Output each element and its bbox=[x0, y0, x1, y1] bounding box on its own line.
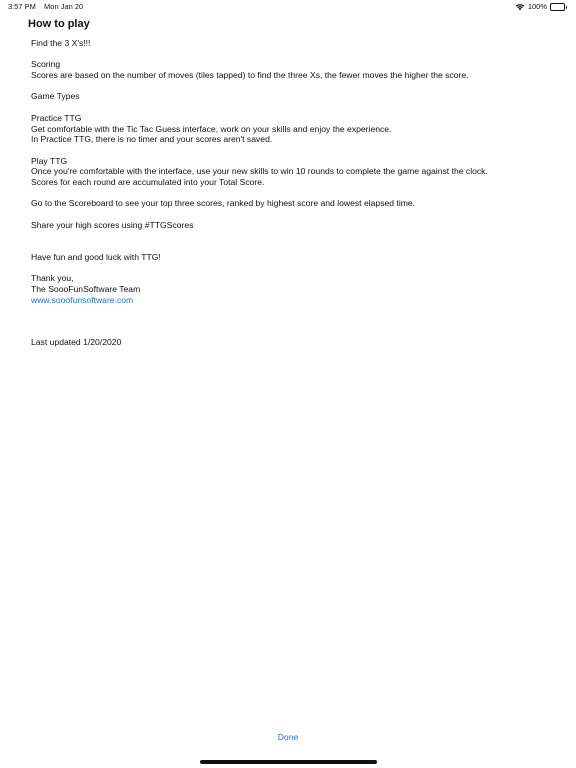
practice-line-2: In Practice TTG, there is no timer and your scores aren't saved. bbox=[31, 134, 273, 145]
status-date: Mon Jan 20 bbox=[44, 2, 84, 11]
team-name: The SoooFunSoftware Team bbox=[31, 284, 141, 295]
status-time: 3:57 PM bbox=[8, 2, 36, 11]
good-luck-text: Have fun and good luck with TTG! bbox=[31, 251, 161, 262]
play-line-2: Scores for each round are accumulated into your Total Score. bbox=[31, 177, 265, 188]
status-bar bbox=[0, 0, 576, 14]
scoreboard-text: Go to the Scoreboard to see your top three scores, ranked by highest score and lowest elapsed time. bbox=[31, 198, 416, 209]
intro-text: Find the 3 X's!!! bbox=[31, 38, 91, 48]
battery-icon bbox=[550, 3, 568, 11]
help-content bbox=[31, 38, 551, 359]
done-button[interactable]: Done bbox=[277, 732, 299, 742]
page-title: How to play bbox=[28, 18, 90, 30]
play-section bbox=[31, 156, 551, 188]
practice-line-1: Get comfortable with the Tic Tac Guess interface, work on your skills and enjoy the experience. bbox=[31, 123, 392, 134]
thanks-text: Thank you, bbox=[31, 273, 74, 284]
practice-section bbox=[31, 113, 551, 145]
last-updated-text: Last updated 1/20/2020 bbox=[31, 337, 122, 348]
scoring-heading: Scoring bbox=[31, 59, 61, 70]
practice-heading: Practice TTG bbox=[31, 112, 82, 123]
battery-percent: 100% bbox=[527, 2, 547, 11]
game-types-heading: Game Types bbox=[31, 91, 80, 102]
scoring-text: Scores are based on the number of moves (tiles tapped) to find the three Xs, the fewer moves the higher the score. bbox=[31, 70, 469, 81]
home-indicator[interactable] bbox=[200, 760, 377, 764]
status-left bbox=[8, 0, 89, 14]
share-text: Share your high scores using #TTGScores bbox=[31, 219, 194, 230]
status-right bbox=[515, 0, 568, 14]
play-line-1: Once you're comfortable with the interface, use your new skills to win 10 rounds to complete the game against the clock. bbox=[31, 166, 488, 177]
website-link[interactable]: www.sooofunsoftware.com bbox=[31, 294, 134, 305]
wifi-icon bbox=[515, 3, 525, 11]
signature-section bbox=[31, 273, 551, 305]
scoring-section bbox=[31, 59, 551, 80]
play-heading: Play TTG bbox=[31, 155, 68, 166]
